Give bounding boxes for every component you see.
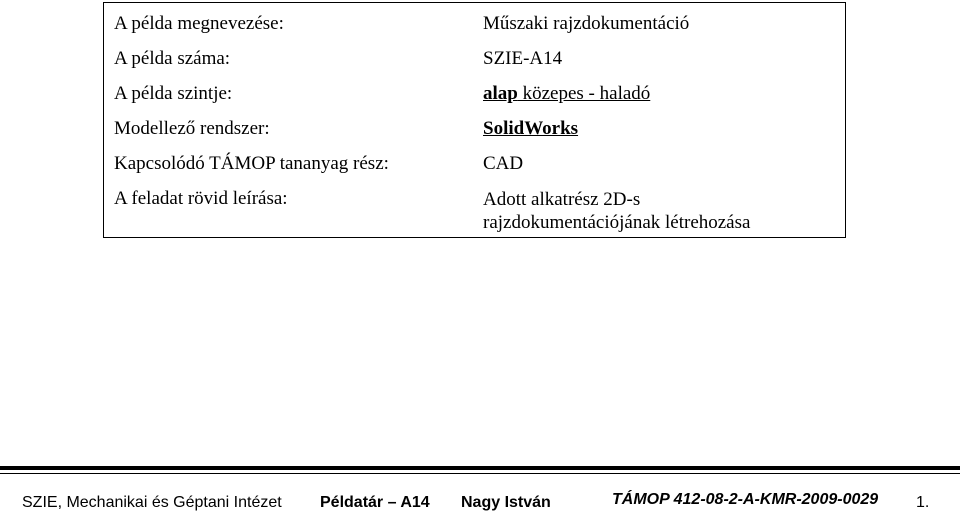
level-value	[483, 83, 650, 105]
footer-rule	[0, 466, 960, 470]
description-value: Adott alkatrész 2D-s rajzdokumentációjának létrehozása	[483, 189, 751, 233]
info-label: A példa száma:	[114, 48, 231, 69]
level-selected: alap	[483, 83, 518, 104]
page-footer	[0, 492, 960, 516]
info-value: CAD	[483, 153, 524, 174]
info-table	[103, 2, 846, 238]
modeling-system-value: SolidWorks	[483, 118, 579, 139]
info-label: Modellező rendszer:	[114, 118, 270, 139]
info-value: Műszaki rajzdokumentáció	[483, 13, 690, 34]
info-label: A példa megnevezése:	[114, 13, 284, 34]
info-label: Kapcsolódó TÁMOP tananyag rész:	[114, 153, 389, 174]
level-rest: közepes - haladó	[517, 83, 651, 104]
footer-page-number: 1.	[916, 494, 930, 511]
info-value: SZIE-A14	[483, 48, 563, 69]
footer-institution: SZIE, Mechanikai és Géptani Intézet	[22, 494, 282, 511]
info-label: A feladat rövid leírása:	[114, 188, 288, 209]
footer-rule-thin	[0, 473, 960, 474]
footer-author: Nagy István	[461, 494, 551, 511]
footer-project: TÁMOP 412-08-2-A-KMR-2009-0029	[612, 491, 879, 508]
footer-book: Példatár – A14	[320, 494, 430, 511]
info-label: A példa szintje:	[114, 83, 233, 104]
